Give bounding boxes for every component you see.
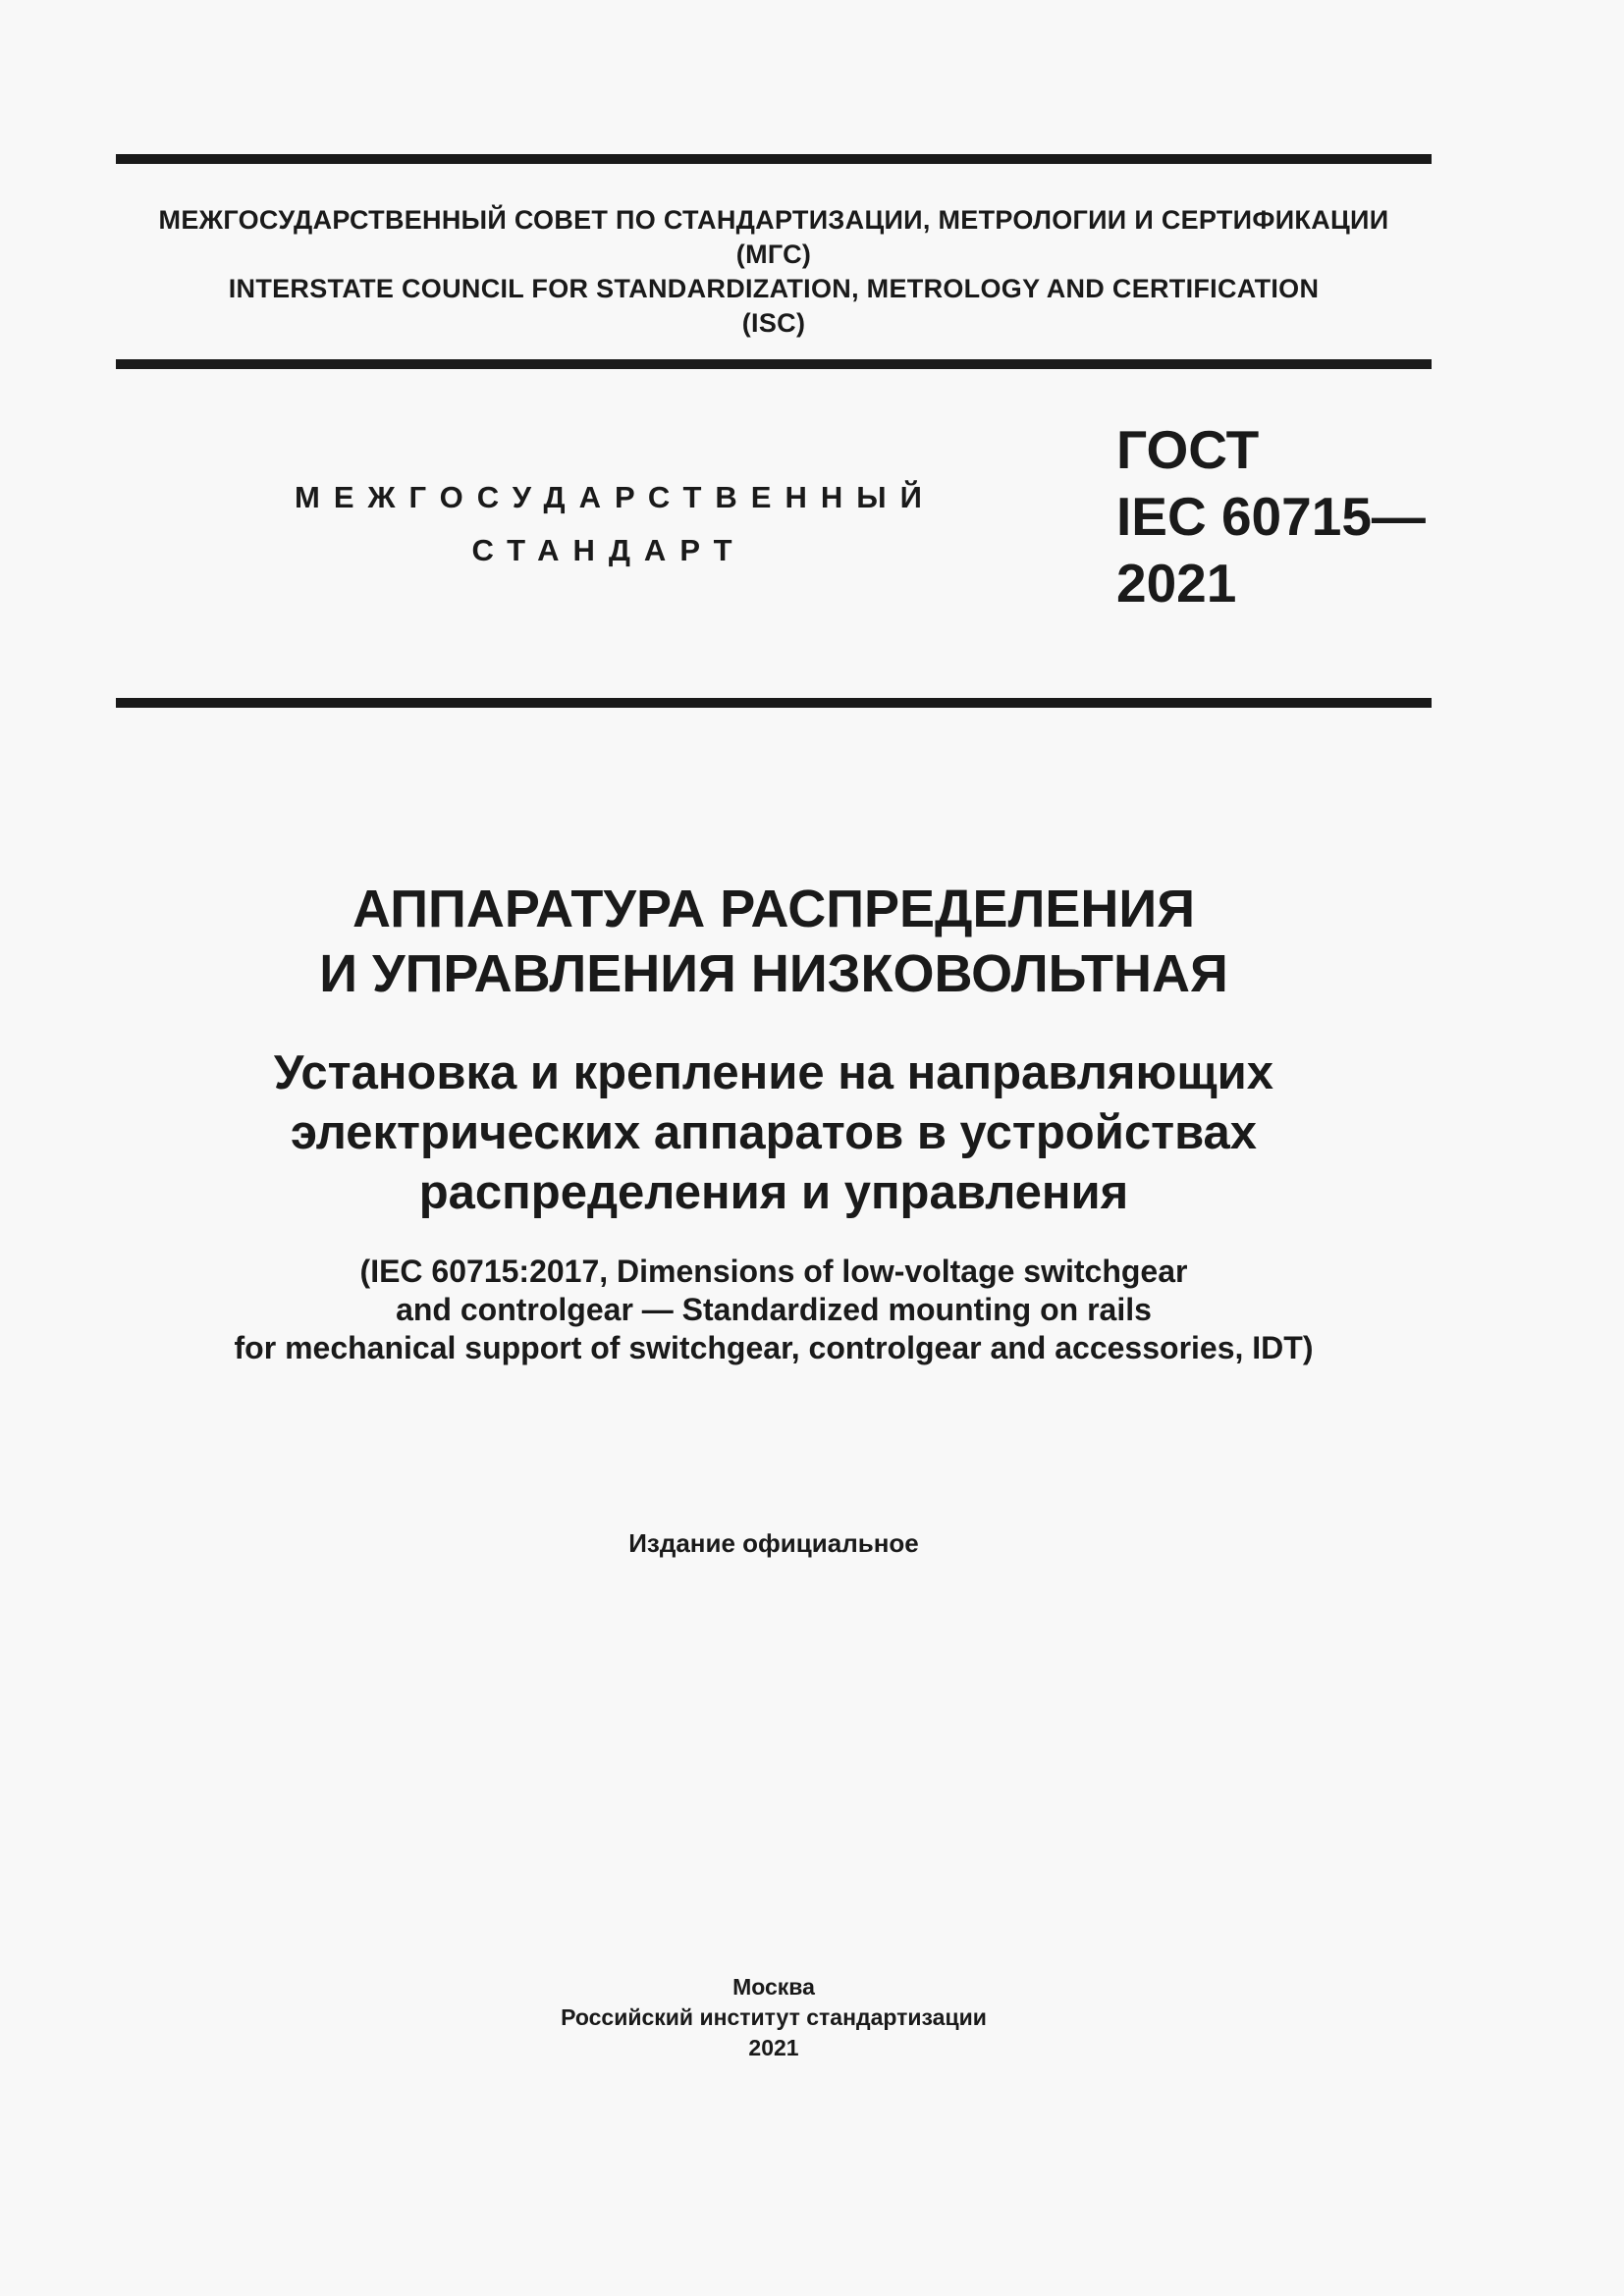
title-orig-line2: and controlgear — Standardized mounting on rails (396, 1292, 1152, 1327)
standard-kind (295, 471, 936, 577)
title-sub-line1: Установка и крепление на направляющих (273, 1046, 1274, 1099)
original-standard-reference (116, 1253, 1432, 1367)
council-name-en: INTERSTATE COUNCIL FOR STANDARDIZATION, METROLOGY AND CERTIFICATION (228, 274, 1320, 303)
title-orig-line3: for mechanical support of switchgear, controlgear and accessories, IDT) (234, 1330, 1314, 1365)
title-main-line1: АППАРАТУРА РАСПРЕДЕЛЕНИЯ (352, 880, 1196, 938)
standard-kind-line1: МЕЖГОСУДАРСТВЕННЫЙ (295, 480, 936, 514)
designation-bottom-rule (116, 698, 1432, 708)
imprint-publisher: Российский институт стандартизации (561, 2004, 987, 2030)
standard-kind-line2: СТАНДАРТ (471, 533, 746, 567)
title-orig-line1: (IEC 60715:2017, Dimensions of low-voltage switchgear (359, 1254, 1188, 1289)
imprint-city: Москва (732, 1974, 815, 2000)
designation-line1: ГОСТ (1116, 419, 1260, 480)
council-abbr-ru: (МГС) (735, 240, 812, 269)
designation-line2: IEC 60715— (1116, 486, 1426, 547)
council-abbr-en: (ISC) (741, 308, 806, 338)
document-subtitle (116, 1043, 1432, 1223)
council-header (116, 203, 1432, 341)
top-rule (116, 154, 1432, 164)
designation-line3: 2021 (1116, 553, 1237, 614)
edition-label: Издание официальное (628, 1528, 919, 1558)
document-title (116, 877, 1432, 1006)
title-sub-line3: распределения и управления (418, 1166, 1129, 1219)
council-name-ru: МЕЖГОСУДАРСТВЕННЫЙ СОВЕТ ПО СТАНДАРТИЗАЦИИ, МЕТРОЛОГИИ И СЕРТИФИКАЦИИ (158, 205, 1389, 235)
imprint (116, 1972, 1432, 2063)
title-sub-line2: электрических аппаратов в устройствах (290, 1106, 1258, 1159)
imprint-year: 2021 (748, 2035, 799, 2060)
standard-designation (1116, 416, 1426, 616)
council-bottom-rule (116, 359, 1432, 369)
title-main-line2: И УПРАВЛЕНИЯ НИЗКОВОЛЬТНАЯ (319, 944, 1228, 1003)
